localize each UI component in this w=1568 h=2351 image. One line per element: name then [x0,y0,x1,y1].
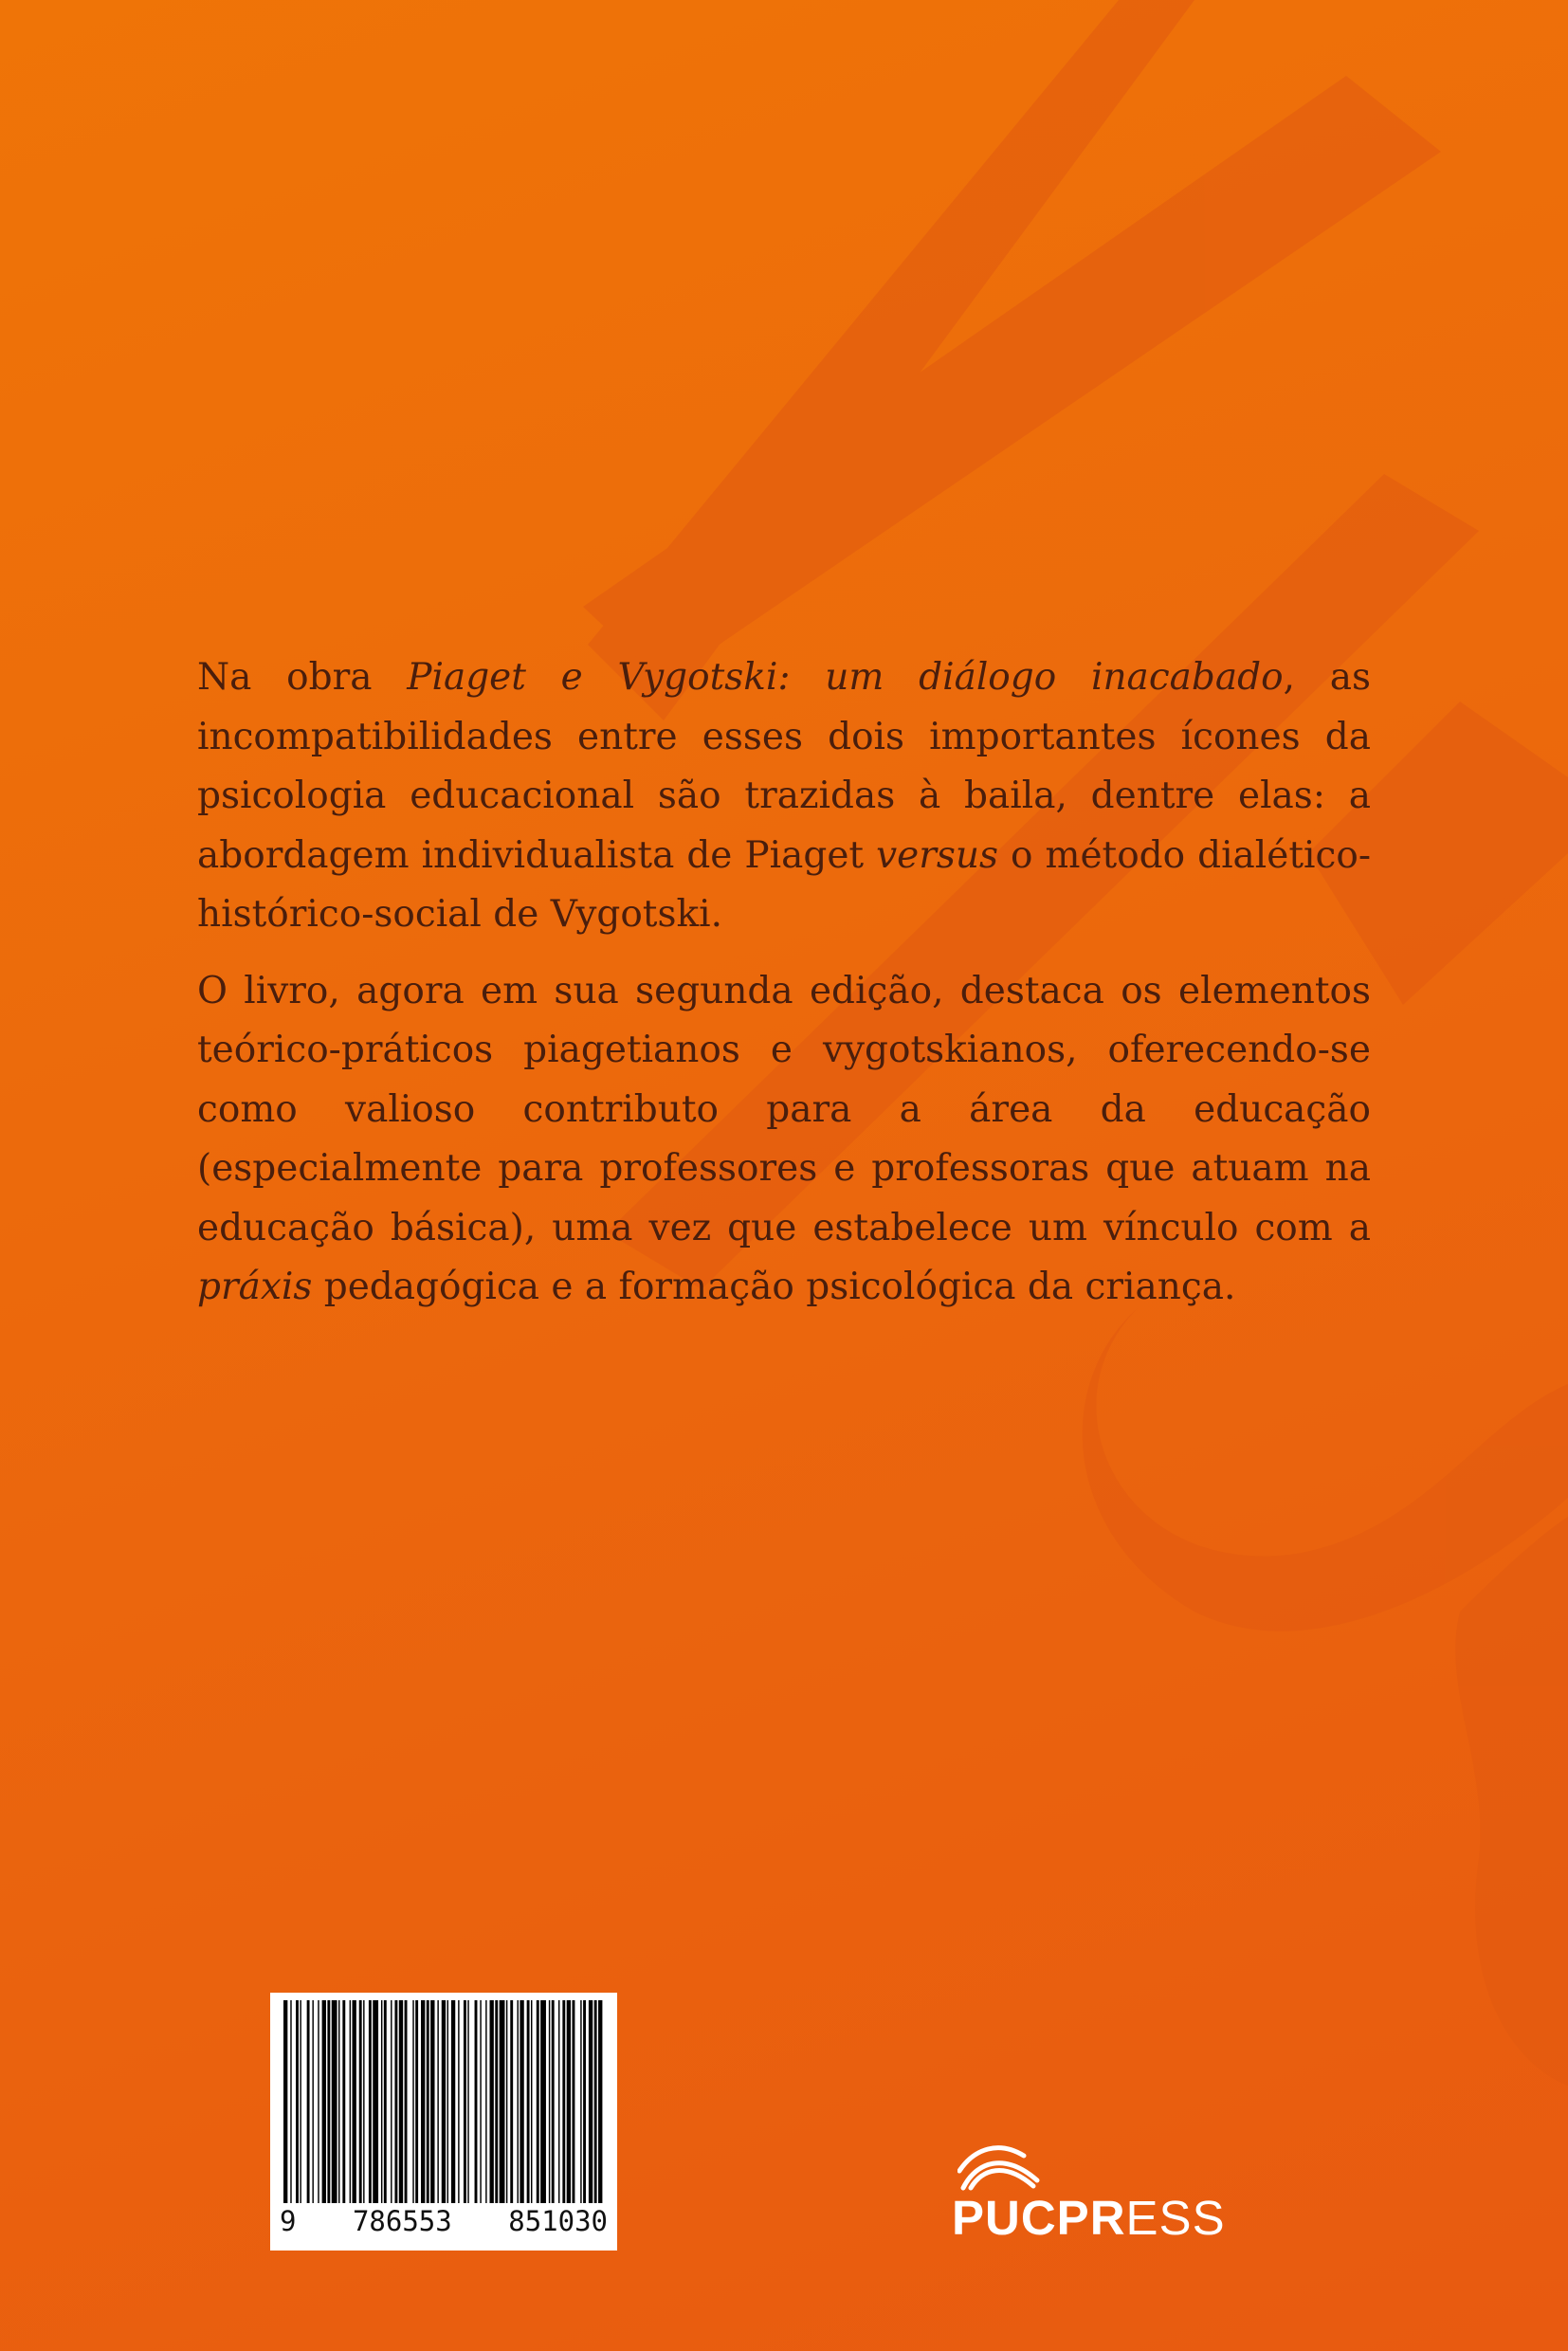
barcode-bars [280,2000,608,2203]
isbn-number [280,2205,608,2237]
back-cover-blurb [197,648,1371,1335]
blurb-paragraph-1: Na obra Piaget e Vygotski: um diálogo inacabado, as incompatibilidades entre esses dois importantes ícones da psicologia educacional são trazidas à baila, dentre elas: a abordagem individualista de Piaget versus o método dialético-histórico-social de Vygotski. [197,656,1372,936]
isbn-digit-prefix: 9 [280,2205,297,2237]
publisher-logo [952,2142,1227,2266]
blurb-paragraph-2: O livro, agora em sua segunda edição, destaca os elementos teórico-práticos piagetianos e vygotskianos, oferecendo-se como valioso contributo para a área da educação (especialmente para professores e professoras que atuam na educação básica), uma vez que estabelece um vínculo com a práxis pedagógica e a formação psicológica da criança. [197,969,1371,1308]
book-title-italic: Piaget e Vygotski: um diálogo inacabado [407,656,1284,699]
isbn-digits-left: 786553 [352,2205,452,2237]
publisher-name: PUCPRESS [952,2191,1226,2245]
book-pages-icon [957,2142,1043,2192]
isbn-digits-right: 851030 [508,2205,608,2237]
praxis-italic: práxis [197,1266,313,1308]
versus-italic: versus [876,833,998,877]
isbn-barcode [270,1993,617,2251]
